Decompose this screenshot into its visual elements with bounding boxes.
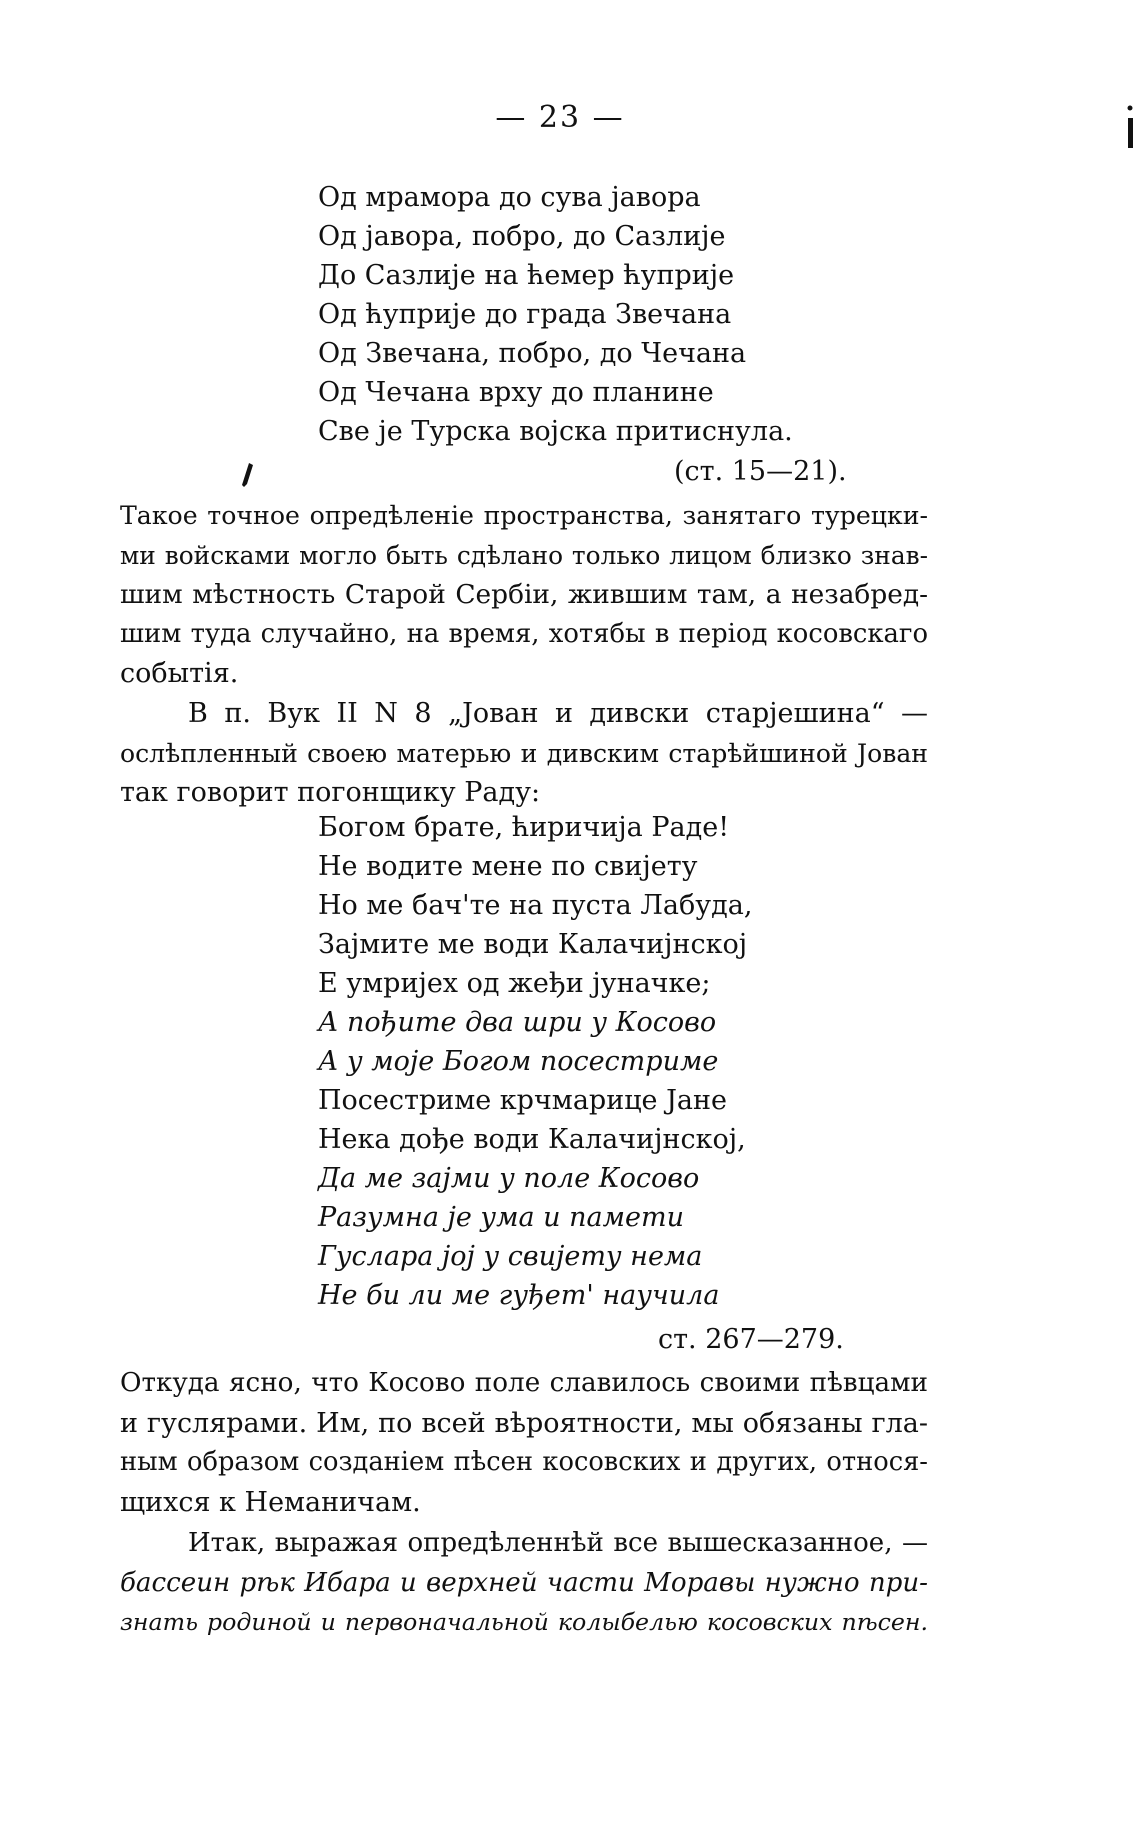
verse-line: Нека дође води Калачијнској, <box>318 1124 746 1155</box>
verse-line: Од Чечана врху до планине <box>318 377 714 408</box>
text-line: Такое точное опредѣленіе пространства, занятаго турецки- <box>120 501 928 530</box>
text-line: и гуслярами. Им, по всей вѣроятности, мы обязаны гла- <box>120 1407 928 1439</box>
verse-line: Од Звечана, побро, до Чечана <box>318 338 747 369</box>
text-line: ми войсками могло быть сдѣлано только лицом близко знав- <box>120 540 928 570</box>
verse-line: А у моје Богом посестриме <box>318 1046 719 1077</box>
paragraph-1 <box>120 496 928 694</box>
verse-line: До Сазлије на ћемер ћуприје <box>318 260 735 291</box>
margin-mark-icon <box>1124 104 1136 152</box>
verse-line: Све је Турска војска притиснула. <box>318 416 793 447</box>
text-line: Итак, выражая опредѣленнѣй все вышесказанное, — <box>188 1528 928 1558</box>
verse-line: Е умријех од жеђи јуначке; <box>318 968 711 999</box>
verse-line: Од мрамора до сува јавора <box>318 182 701 213</box>
paragraph-3 <box>120 1364 928 1522</box>
text-line: ослѣпленный своею матерью и дивским старѣйшиной Јован <box>120 738 928 768</box>
paragraph-4 <box>120 1524 928 1643</box>
verse-line: Посестриме крчмарице Јане <box>318 1085 728 1116</box>
text-line: ным образом созданіем пѣсен косовских и других, относя- <box>120 1447 928 1477</box>
verse-line: Од ћуприје до града Звечана <box>318 299 732 330</box>
verse-line: Гуслара јој у свијету нема <box>318 1241 703 1272</box>
verse-line: Од јавора, побро, до Сазлије <box>318 221 726 252</box>
verse-citation-1: (ст. 15—21). <box>674 456 847 487</box>
text-line: шим мѣстность Старой Сербіи, жившим там, а незабред- <box>120 579 928 610</box>
text-line: В п. Вук II N 8 „Јован и дивски старјешина“ — <box>188 698 928 729</box>
verse-line: Зајмите ме води Калачијнској <box>318 929 748 960</box>
verse-line: Богом брате, ћиричија Раде! <box>318 812 730 843</box>
page-number: — 23 — <box>495 100 625 135</box>
text-line: шим туда случайно, на время, хотябы в період косовскаго <box>120 618 928 649</box>
verse-line: Да ме зајми у поле Косово <box>318 1163 700 1194</box>
verse-line: Не би ли ме гуђет' научила <box>318 1280 720 1311</box>
verse-citation-2: ст. 267—279. <box>658 1324 844 1355</box>
verse-block-2 <box>318 808 752 1315</box>
paragraph-2 <box>120 694 928 813</box>
text-line: знать родиной и первоначальной колыбелью косовских пѣсен. <box>120 1608 928 1636</box>
verse-line: Разумна је ума и памети <box>318 1202 684 1233</box>
verse-block-1 <box>318 178 793 451</box>
verse-line: Но ме бач'те на пуста Лабуда, <box>318 890 753 921</box>
text-line: так говорит погонщику Раду: <box>120 777 541 808</box>
text-line: Откуда ясно, что Косово поле славилось своими пѣвцами <box>120 1368 928 1398</box>
verse-line: Не водите мене по свијету <box>318 851 698 882</box>
ink-blot-icon <box>240 462 254 488</box>
text-line: событія. <box>120 658 239 689</box>
text-line: щихся к Неманичам. <box>120 1486 421 1518</box>
verse-line: А пођите два шри у Косово <box>318 1007 717 1038</box>
text-line: бассеин рѣк Ибара и верхней части Моравы нужно при- <box>120 1567 928 1598</box>
